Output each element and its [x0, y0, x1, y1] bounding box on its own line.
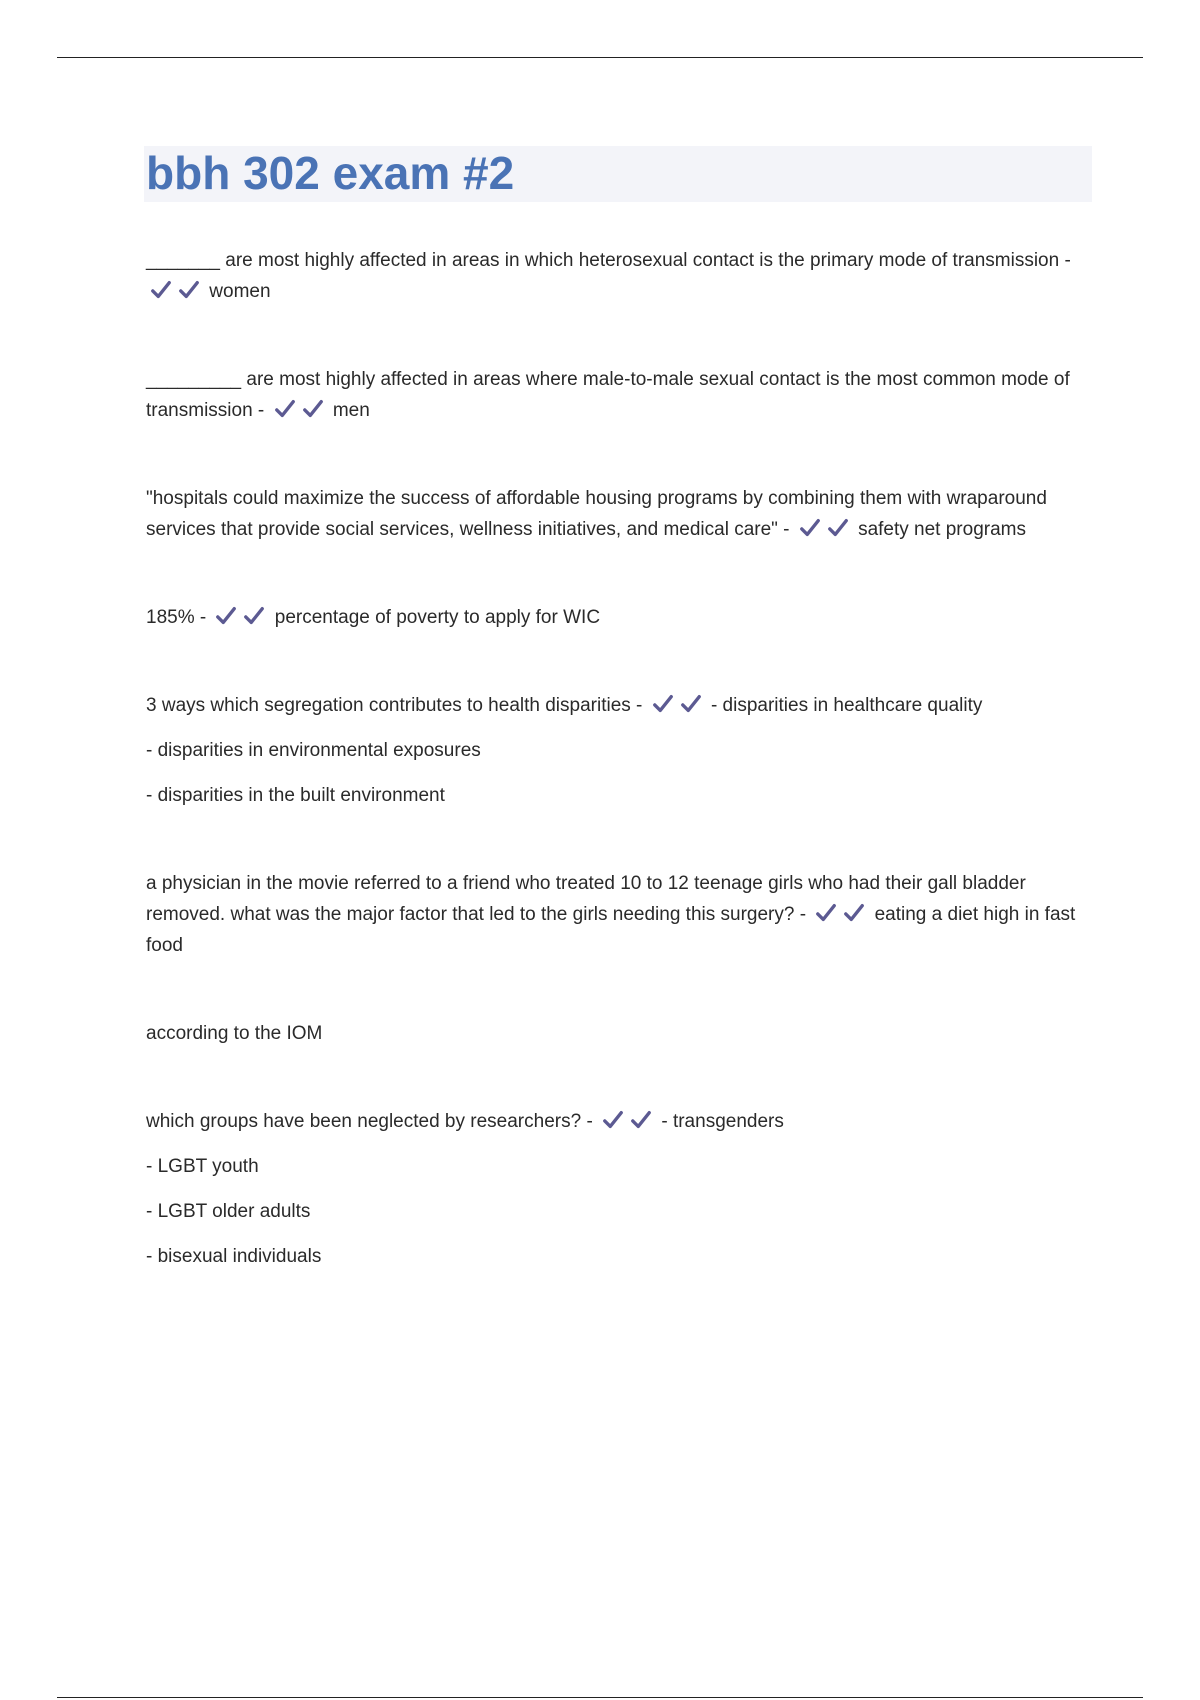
top-rule — [57, 57, 1143, 58]
checkmark-icon — [827, 517, 849, 539]
qa-item — [146, 245, 1086, 307]
answer-marker — [150, 276, 200, 307]
checkmark-icon — [602, 1109, 624, 1131]
answer-line: - bisexual individuals — [146, 1246, 322, 1267]
answer-marker — [799, 514, 849, 545]
checkmark-icon — [843, 902, 865, 924]
question-text: 185% - — [146, 607, 207, 628]
qa-item — [146, 483, 1086, 545]
qa-list — [146, 245, 1086, 1329]
qa-first-line — [146, 1106, 1086, 1137]
answer-text: men — [332, 400, 370, 421]
checkmark-icon — [815, 902, 837, 924]
answer-text: percentage of poverty to apply for WIC — [274, 607, 601, 628]
question-text: according to the IOM — [146, 1023, 323, 1044]
answer-text: - transgenders — [661, 1111, 784, 1132]
qa-item — [146, 602, 1086, 633]
checkmark-icon — [680, 693, 702, 715]
question-text: which groups have been neglected by researchers? - — [146, 1111, 593, 1132]
answer-line: - disparities in environmental exposures — [146, 740, 481, 761]
checkmark-icon — [302, 398, 324, 420]
answer-marker — [602, 1106, 652, 1137]
answer-marker — [815, 899, 865, 930]
bottom-rule — [57, 1697, 1143, 1698]
question-text: 3 ways which segregation contributes to health disparities - — [146, 695, 643, 716]
question-text: _________ are most highly affected in areas where male-to-male sexual contact is the most common mode of transmission - — [146, 369, 1070, 421]
document-title: bbh 302 exam #2 — [146, 147, 515, 199]
checkmark-icon — [243, 605, 265, 627]
answer-line: - disparities in the built environment — [146, 785, 445, 806]
answer-line: - LGBT youth — [146, 1156, 259, 1177]
answer-text: - disparities in healthcare quality — [710, 695, 983, 716]
qa-item — [146, 364, 1086, 426]
checkmark-icon — [215, 605, 237, 627]
checkmark-icon — [630, 1109, 652, 1131]
answer-text: eating a diet high in fast food — [146, 904, 1076, 956]
answer-marker — [274, 395, 324, 426]
answer-line: - LGBT older adults — [146, 1201, 311, 1222]
checkmark-icon — [274, 398, 296, 420]
answer-marker — [652, 690, 702, 721]
qa-item — [146, 868, 1086, 961]
checkmark-icon — [799, 517, 821, 539]
question-text: a physician in the movie referred to a friend who treated 10 to 12 teenage girls who had their gall bladder removed. what was the major factor that led to the girls needing this surgery? - — [146, 873, 1026, 925]
qa-item — [146, 690, 1086, 811]
answer-text: safety net programs — [858, 519, 1026, 540]
answer-marker — [215, 602, 265, 633]
answer-text: women — [209, 281, 271, 302]
qa-first-line — [146, 690, 1086, 721]
checkmark-icon — [178, 279, 200, 301]
qa-item — [146, 1106, 1086, 1272]
question-text: "hospitals could maximize the success of affordable housing programs by combining them with wraparound services that provide social services, wellness initiatives, and medical care" - — [146, 488, 1047, 540]
question-text: _______ are most highly affected in areas in which heterosexual contact is the primary mode of transmission - — [146, 250, 1071, 271]
qa-item — [146, 1018, 1086, 1049]
checkmark-icon — [150, 279, 172, 301]
checkmark-icon — [652, 693, 674, 715]
